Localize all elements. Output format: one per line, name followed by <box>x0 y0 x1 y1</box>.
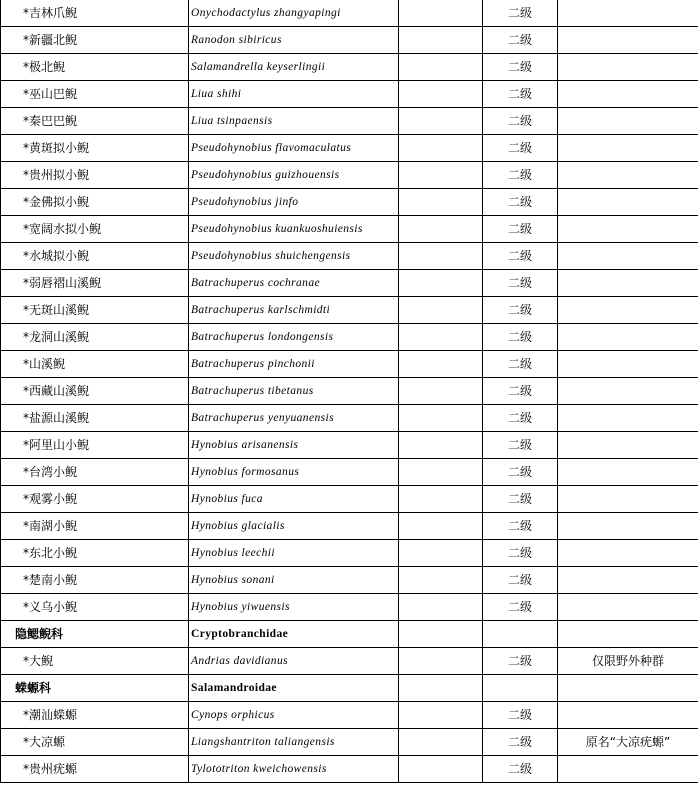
table-row <box>1 297 698 324</box>
blank-cell <box>399 675 483 702</box>
protection-level-cell: 二级 <box>483 270 558 297</box>
blank-cell <box>399 621 483 648</box>
chinese-name-cell: *巫山巴鲵 <box>1 81 189 108</box>
blank-cell <box>399 324 483 351</box>
table-row <box>1 432 698 459</box>
table-row <box>1 729 698 756</box>
table-row <box>1 81 698 108</box>
chinese-name-cell: *台湾小鲵 <box>1 459 189 486</box>
blank-cell <box>399 270 483 297</box>
note-cell <box>558 540 698 567</box>
chinese-name-cell: *观雾小鲵 <box>1 486 189 513</box>
chinese-name-cell: *东北小鲵 <box>1 540 189 567</box>
protection-level-cell: 二级 <box>483 189 558 216</box>
note-cell <box>558 702 698 729</box>
protection-level-cell: 二级 <box>483 486 558 513</box>
latin-name-cell: Batrachuperus karlschmidti <box>189 297 399 324</box>
blank-cell <box>399 540 483 567</box>
family-header-row <box>1 621 698 648</box>
latin-name-cell: Andrias davidianus <box>189 648 399 675</box>
latin-name-cell: Cryptobranchidae <box>189 621 399 648</box>
protection-level-cell: 二级 <box>483 162 558 189</box>
note-cell <box>558 108 698 135</box>
chinese-name-cell: *新疆北鲵 <box>1 27 189 54</box>
chinese-name-cell: *大鲵 <box>1 648 189 675</box>
note-cell <box>558 189 698 216</box>
blank-cell <box>399 243 483 270</box>
note-cell <box>558 756 698 783</box>
latin-name-cell: Liua shihi <box>189 81 399 108</box>
chinese-name-cell: 隐鳃鲵科 <box>1 621 189 648</box>
protection-level-cell: 二级 <box>483 648 558 675</box>
table-row <box>1 486 698 513</box>
blank-cell <box>399 756 483 783</box>
note-cell <box>558 135 698 162</box>
note-cell <box>558 0 698 27</box>
chinese-name-cell: *盐源山溪鲵 <box>1 405 189 432</box>
note-cell <box>558 243 698 270</box>
note-cell <box>558 594 698 621</box>
latin-name-cell: Hynobius sonani <box>189 567 399 594</box>
latin-name-cell: Hynobius fuca <box>189 486 399 513</box>
chinese-name-cell: *义乌小鲵 <box>1 594 189 621</box>
protection-level-cell: 二级 <box>483 324 558 351</box>
protection-level-cell: 二级 <box>483 378 558 405</box>
latin-name-cell: Pseudohynobius guizhouensis <box>189 162 399 189</box>
note-cell <box>558 675 698 702</box>
protection-level-cell: 二级 <box>483 0 558 27</box>
note-cell: 原名“大凉疣螈” <box>558 729 698 756</box>
family-header-row <box>1 675 698 702</box>
table-row <box>1 756 698 783</box>
table-row <box>1 702 698 729</box>
blank-cell <box>399 189 483 216</box>
chinese-name-cell: *大凉螈 <box>1 729 189 756</box>
table-row <box>1 243 698 270</box>
protection-level-cell: 二级 <box>483 54 558 81</box>
blank-cell <box>399 54 483 81</box>
blank-cell <box>399 216 483 243</box>
table-row <box>1 270 698 297</box>
blank-cell <box>399 405 483 432</box>
table-row <box>1 648 698 675</box>
latin-name-cell: Cynops orphicus <box>189 702 399 729</box>
latin-name-cell: Tylototriton kweichowensis <box>189 756 399 783</box>
latin-name-cell: Liua tsinpaensis <box>189 108 399 135</box>
chinese-name-cell: *龙洞山溪鲵 <box>1 324 189 351</box>
protection-level-cell: 二级 <box>483 81 558 108</box>
protection-level-cell: 二级 <box>483 594 558 621</box>
chinese-name-cell: *南湖小鲵 <box>1 513 189 540</box>
note-cell <box>558 567 698 594</box>
note-cell <box>558 486 698 513</box>
protection-level-cell: 二级 <box>483 729 558 756</box>
chinese-name-cell: 蝾螈科 <box>1 675 189 702</box>
protection-level-cell <box>483 621 558 648</box>
latin-name-cell: Pseudohynobius shuichengensis <box>189 243 399 270</box>
table-row <box>1 378 698 405</box>
note-cell <box>558 378 698 405</box>
protection-level-cell <box>483 675 558 702</box>
protection-level-cell: 二级 <box>483 243 558 270</box>
latin-name-cell: Onychodactylus zhangyapingi <box>189 0 399 27</box>
species-table-body <box>1 0 698 783</box>
blank-cell <box>399 0 483 27</box>
blank-cell <box>399 81 483 108</box>
table-row <box>1 27 698 54</box>
note-cell <box>558 513 698 540</box>
note-cell <box>558 54 698 81</box>
blank-cell <box>399 27 483 54</box>
blank-cell <box>399 162 483 189</box>
chinese-name-cell: *楚南小鲵 <box>1 567 189 594</box>
blank-cell <box>399 351 483 378</box>
blank-cell <box>399 567 483 594</box>
blank-cell <box>399 729 483 756</box>
note-cell <box>558 432 698 459</box>
note-cell <box>558 297 698 324</box>
table-row <box>1 351 698 378</box>
latin-name-cell: Batrachuperus yenyuanensis <box>189 405 399 432</box>
latin-name-cell: Batrachuperus cochranae <box>189 270 399 297</box>
chinese-name-cell: *山溪鲵 <box>1 351 189 378</box>
chinese-name-cell: *金佛拟小鲵 <box>1 189 189 216</box>
protection-level-cell: 二级 <box>483 702 558 729</box>
note-cell <box>558 162 698 189</box>
chinese-name-cell: *贵州疣螈 <box>1 756 189 783</box>
table-row <box>1 324 698 351</box>
table-row <box>1 459 698 486</box>
note-cell <box>558 324 698 351</box>
table-row <box>1 594 698 621</box>
protection-level-cell: 二级 <box>483 216 558 243</box>
protection-level-cell: 二级 <box>483 459 558 486</box>
blank-cell <box>399 378 483 405</box>
latin-name-cell: Hynobius yiwuensis <box>189 594 399 621</box>
latin-name-cell: Salamandrella keyserlingii <box>189 54 399 81</box>
table-row <box>1 216 698 243</box>
protection-level-cell: 二级 <box>483 756 558 783</box>
table-row <box>1 0 698 27</box>
chinese-name-cell: *弱唇褶山溪鲵 <box>1 270 189 297</box>
blank-cell <box>399 297 483 324</box>
chinese-name-cell: *极北鲵 <box>1 54 189 81</box>
table-row <box>1 567 698 594</box>
blank-cell <box>399 513 483 540</box>
note-cell <box>558 405 698 432</box>
latin-name-cell: Ranodon sibiricus <box>189 27 399 54</box>
blank-cell <box>399 432 483 459</box>
note-cell <box>558 621 698 648</box>
latin-name-cell: Hynobius arisanensis <box>189 432 399 459</box>
latin-name-cell: Pseudohynobius jinfo <box>189 189 399 216</box>
note-cell <box>558 81 698 108</box>
latin-name-cell: Hynobius formosanus <box>189 459 399 486</box>
chinese-name-cell: *无斑山溪鲵 <box>1 297 189 324</box>
table-row <box>1 135 698 162</box>
protection-level-cell: 二级 <box>483 297 558 324</box>
latin-name-cell: Liangshantriton taliangensis <box>189 729 399 756</box>
protection-level-cell: 二级 <box>483 540 558 567</box>
blank-cell <box>399 648 483 675</box>
chinese-name-cell: *阿里山小鲵 <box>1 432 189 459</box>
protection-level-cell: 二级 <box>483 351 558 378</box>
chinese-name-cell: *水城拟小鲵 <box>1 243 189 270</box>
latin-name-cell: Salamandroidae <box>189 675 399 702</box>
protection-level-cell: 二级 <box>483 432 558 459</box>
table-row <box>1 540 698 567</box>
blank-cell <box>399 459 483 486</box>
chinese-name-cell: *宽阔水拟小鲵 <box>1 216 189 243</box>
chinese-name-cell: *西藏山溪鲵 <box>1 378 189 405</box>
table-row <box>1 405 698 432</box>
table-row <box>1 54 698 81</box>
latin-name-cell: Batrachuperus tibetanus <box>189 378 399 405</box>
blank-cell <box>399 486 483 513</box>
latin-name-cell: Batrachuperus londongensis <box>189 324 399 351</box>
blank-cell <box>399 135 483 162</box>
protection-level-cell: 二级 <box>483 513 558 540</box>
table-row <box>1 108 698 135</box>
chinese-name-cell: *贵州拟小鲵 <box>1 162 189 189</box>
note-cell <box>558 216 698 243</box>
chinese-name-cell: *潮汕蝾螈 <box>1 702 189 729</box>
note-cell <box>558 27 698 54</box>
note-cell: 仅限野外种群 <box>558 648 698 675</box>
table-row <box>1 162 698 189</box>
blank-cell <box>399 108 483 135</box>
chinese-name-cell: *黄斑拟小鲵 <box>1 135 189 162</box>
protection-level-cell: 二级 <box>483 135 558 162</box>
latin-name-cell: Batrachuperus pinchonii <box>189 351 399 378</box>
note-cell <box>558 351 698 378</box>
table-row <box>1 513 698 540</box>
chinese-name-cell: *吉林爪鲵 <box>1 0 189 27</box>
latin-name-cell: Pseudohynobius kuankuoshuiensis <box>189 216 399 243</box>
latin-name-cell: Pseudohynobius flavomaculatus <box>189 135 399 162</box>
table-row <box>1 189 698 216</box>
note-cell <box>558 270 698 297</box>
chinese-name-cell: *秦巴巴鲵 <box>1 108 189 135</box>
protection-level-cell: 二级 <box>483 567 558 594</box>
protection-level-cell: 二级 <box>483 27 558 54</box>
latin-name-cell: Hynobius leechii <box>189 540 399 567</box>
note-cell <box>558 459 698 486</box>
latin-name-cell: Hynobius glacialis <box>189 513 399 540</box>
blank-cell <box>399 702 483 729</box>
blank-cell <box>399 594 483 621</box>
protection-level-cell: 二级 <box>483 108 558 135</box>
protection-level-cell: 二级 <box>483 405 558 432</box>
